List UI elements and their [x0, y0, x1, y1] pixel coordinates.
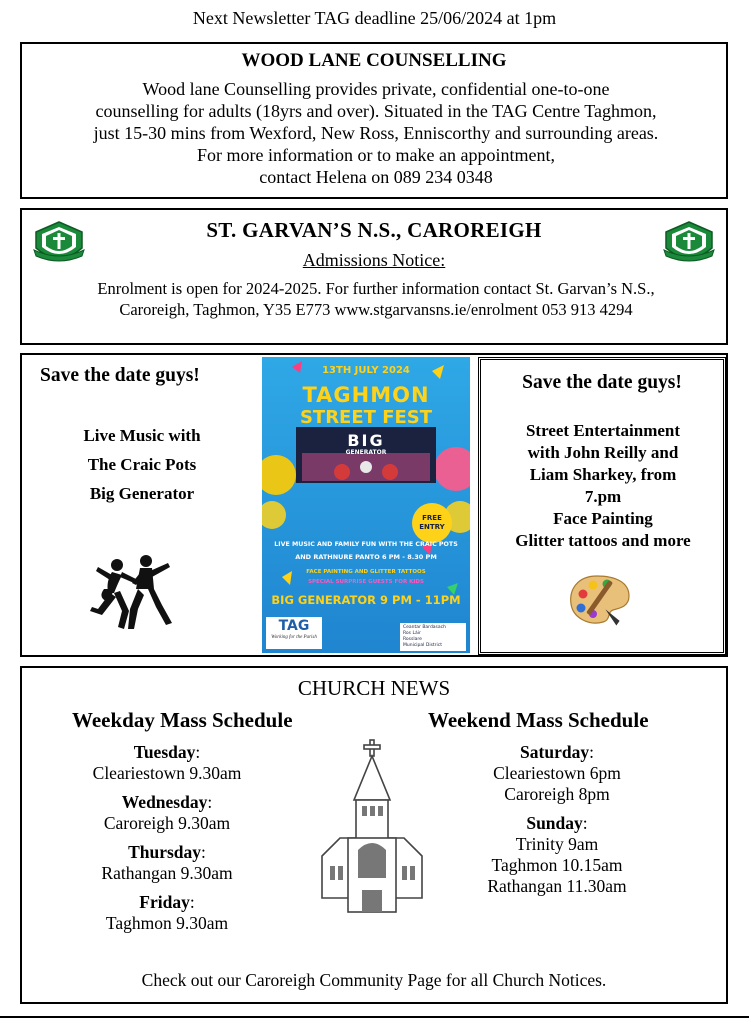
list-item: Wednesday: Caroreigh 9.30am — [52, 792, 282, 834]
paint-palette-icon — [567, 572, 633, 628]
list-item: Tuesday: Cleariestown 9.30am — [52, 742, 282, 784]
church-building-icon — [318, 738, 428, 918]
counselling-line: contact Helena on 089 234 0348 — [259, 167, 493, 187]
list-item: 7.pm — [584, 487, 622, 506]
school-line: Enrolment is open for 2024-2025. For further information contact St. Garvan’s N.S., — [97, 279, 655, 298]
counselling-line: Wood lane Counselling provides private, confidential one-to-one — [142, 79, 610, 99]
bottom-divider — [0, 1016, 749, 1018]
poster-line-2: AND RATHNURE PANTO 6 PM - 8.30 PM — [295, 553, 437, 561]
poster-band-logo: BIG — [347, 431, 385, 450]
day-label: Tuesday — [133, 742, 196, 762]
mass-times: Trinity 9am — [515, 834, 599, 854]
school-line: Caroreigh, Taghmon, Y35 E773 www.stgarvansns.ie/enrolment 053 913 4294 — [119, 300, 633, 319]
right-event-list — [485, 420, 721, 552]
save-date-heading-right: Save the date guys! — [522, 372, 682, 393]
list-item: Glitter tattoos and more — [515, 531, 691, 550]
list-item: Liam Sharkey, from — [529, 465, 677, 484]
admissions-heading: Admissions Notice: — [302, 250, 446, 270]
list-item: Street Entertainment — [525, 421, 681, 440]
day-label: Friday — [139, 892, 190, 912]
list-item: with John Reilly and — [527, 443, 679, 462]
mass-times: Taghmon 10.15am — [491, 855, 623, 875]
day-label: Sunday — [526, 813, 583, 833]
street-fest-poster — [262, 357, 470, 653]
save-date-heading-left: Save the date guys! — [40, 365, 200, 386]
list-item: Live Music with — [83, 426, 201, 445]
school-notice — [20, 208, 728, 345]
school-body — [36, 278, 716, 320]
day-label: Wednesday — [121, 792, 208, 812]
tag-logo — [266, 617, 322, 649]
mass-times: Rathangan 9.30am — [101, 863, 233, 883]
mass-times: Caroreigh 9.30am — [103, 813, 231, 833]
list-item: Saturday: Cleariestown 6pm Caroreigh 8pm — [462, 742, 652, 805]
tag-logo-tagline: Working for the Parish — [271, 635, 317, 640]
poster-title-2: STREET FEST — [299, 407, 433, 428]
church-footer-note: Check out our Caroreigh Community Page for all Church Notices. — [141, 970, 607, 990]
left-event-list — [32, 421, 252, 508]
day-label: Saturday — [520, 742, 590, 762]
poster-line-4: SPECIAL SURPRISE GUESTS FOR KIDS — [308, 579, 424, 585]
poster-headline: BIG GENERATOR 9 PM - 11PM — [271, 593, 461, 607]
district-line: Ros Láir — [403, 631, 421, 636]
district-line: Municipal District — [403, 643, 443, 648]
day-label: Thursday — [128, 842, 202, 862]
counselling-body — [32, 78, 720, 188]
weekend-schedule-title: Weekend Mass Schedule — [428, 708, 649, 732]
list-item: Sunday: Trinity 9am Taghmon 10.15am Rathangan 11.30am — [462, 813, 652, 897]
weekday-schedule — [52, 742, 282, 942]
church-news-section — [20, 666, 728, 1004]
poster-line-1: LIVE MUSIC AND FAMILY FUN WITH THE CRAIC POTS — [274, 541, 458, 548]
mass-times: Cleariestown 6pm — [493, 763, 621, 783]
counselling-title: WOOD LANE COUNSELLING — [241, 50, 507, 71]
mass-times: Taghmon 9.30am — [105, 913, 229, 933]
list-item: Face Painting — [553, 509, 653, 528]
free-entry-badge — [412, 503, 452, 543]
weekend-schedule — [462, 742, 652, 905]
district-line: Ceantar Bardasach — [403, 625, 446, 630]
mass-times: Rathangan 11.30am — [487, 876, 627, 896]
list-item: Friday: Taghmon 9.30am — [52, 892, 282, 934]
poster-line-3: FACE PAINTING AND GLITTER TATTOOS — [306, 569, 426, 575]
weekday-schedule-title: Weekday Mass Schedule — [72, 708, 293, 732]
badge-line: ENTRY — [419, 523, 445, 531]
list-item: Thursday: Rathangan 9.30am — [52, 842, 282, 884]
mass-times: Caroreigh 8pm — [504, 784, 610, 804]
dancing-couple-icon — [84, 553, 180, 635]
poster-date: 13TH JULY 2024 — [322, 365, 410, 376]
tag-logo-text: TAG — [278, 618, 310, 634]
entertainment-box — [478, 357, 726, 655]
district-line: Rosslare — [403, 637, 422, 642]
mass-times: Cleariestown 9.30am — [92, 763, 242, 783]
district-logo — [400, 623, 466, 651]
school-title: ST. GARVAN’S N.S., CAROREIGH — [206, 218, 542, 242]
badge-line: FREE — [422, 514, 442, 522]
street-fest-section — [20, 353, 728, 657]
newsletter-deadline: Next Newsletter TAG deadline 25/06/2024 at 1pm — [192, 8, 557, 28]
counselling-line: For more information or to make an appointment, — [197, 145, 555, 165]
church-news-title: CHURCH NEWS — [297, 676, 451, 700]
list-item: Big Generator — [89, 484, 195, 503]
counselling-line: just 15-30 mins from Wexford, New Ross, Enniscorthy and surrounding areas. — [93, 123, 659, 143]
counselling-notice — [20, 42, 728, 199]
poster-title-1: TAGHMON — [302, 383, 430, 407]
list-item: The Craic Pots — [87, 455, 197, 474]
counselling-line: counselling for adults (18yrs and over). Situated in the TAG Centre Taghmon, — [95, 101, 657, 121]
poster-band-logo-sub: GENERATOR — [345, 449, 387, 456]
